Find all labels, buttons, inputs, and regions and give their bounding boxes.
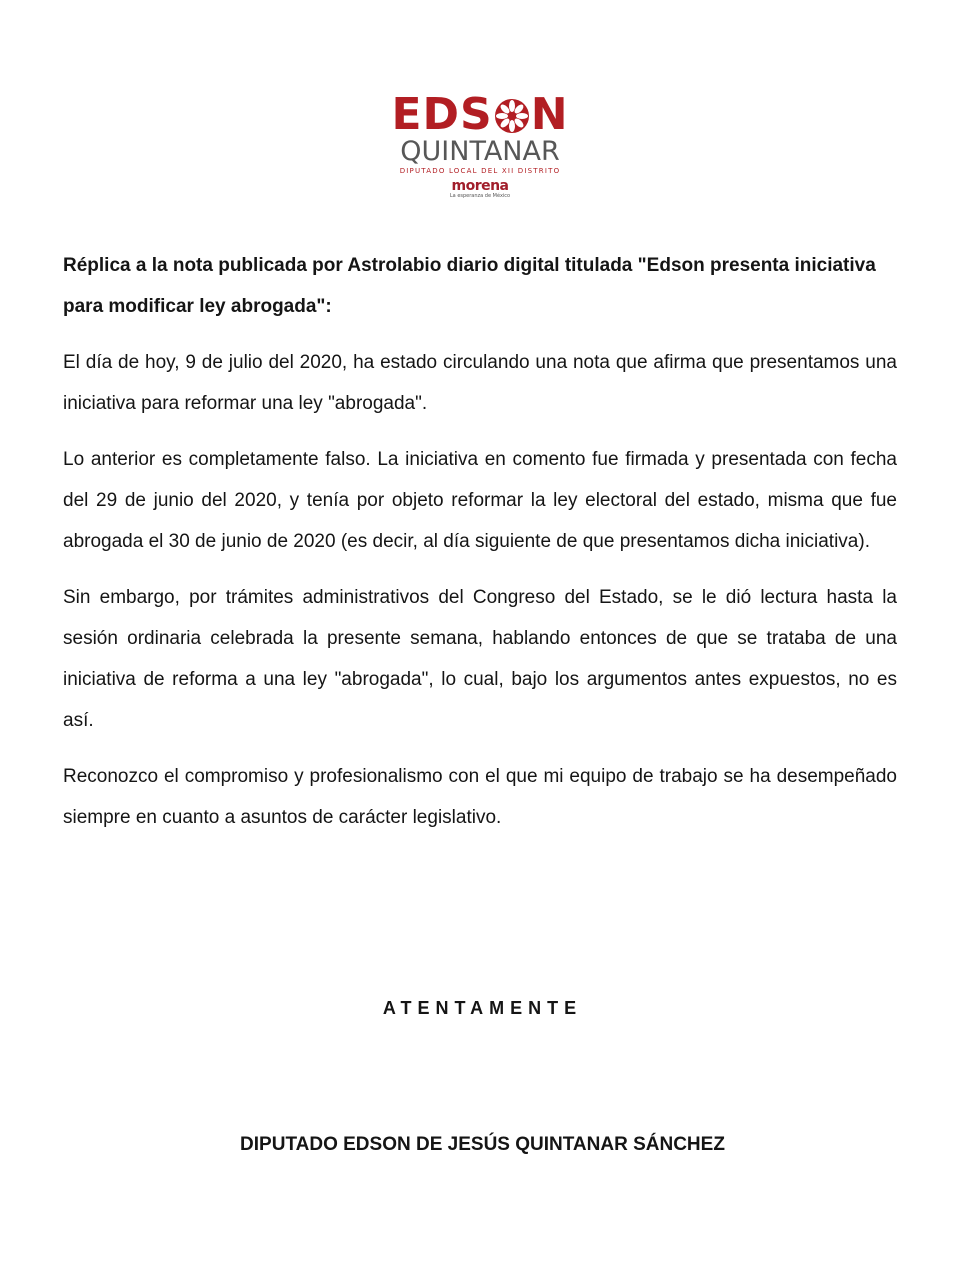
star-flower-icon [494, 97, 530, 133]
paragraph-1: El día de hoy, 9 de julio del 2020, ha estado circulando una nota que afirma que presentamos una iniciativa para reformar una ley "abrogada". [63, 352, 897, 414]
document-body [63, 245, 897, 853]
logo-edson-wordmark [380, 89, 580, 140]
morena-logo: morena [451, 178, 509, 194]
signature-name: DIPUTADO EDSON DE JESÚS QUINTANAR SÁNCHEZ [240, 1134, 725, 1155]
logo-distrito: DIPUTADO LOCAL DEL XII DISTRITO [399, 167, 561, 175]
paragraph-3: Sin embargo, por trámites administrativos del Congreso del Estado, se le dió lectura hasta la sesión ordinaria celebrada la presente semana, hablando entonces de que se trataba de una iniciativa de reforma a una ley "abrogada", lo cual, bajo los argumentos antes expuestos, no es así. [63, 587, 897, 731]
paragraph-4: Reconozco el compromiso y profesionalismo con el que mi equipo de trabajo se ha desempeñado siempre en cuanto a asuntos de carácter legislativo. [63, 766, 897, 828]
logo-edson-end: N [530, 89, 569, 140]
edson-quintanar-logo [380, 89, 580, 210]
paragraph-2: Lo anterior es completamente falso. La iniciativa en comento fue firmada y presentada con fecha del 29 de junio del 2020, y tenía por objeto reformar la ley electoral del estado, misma que fue abrogada el 30 de junio de 2020 (es decir, al día siguiente de que presentamos dicha iniciativa). [63, 449, 897, 552]
document-title: Réplica a la nota publicada por Astrolabio diario digital titulada "Edson presenta iniciativa para modificar ley abrogada": [63, 255, 876, 317]
logo-quintanar: QUINTANAR [400, 136, 560, 167]
logo-edson-start: EDS [391, 89, 493, 140]
morena-tagline: La esperanza de México [449, 193, 511, 199]
closing-atentamente: ATENTAMENTE [382, 998, 583, 1018]
